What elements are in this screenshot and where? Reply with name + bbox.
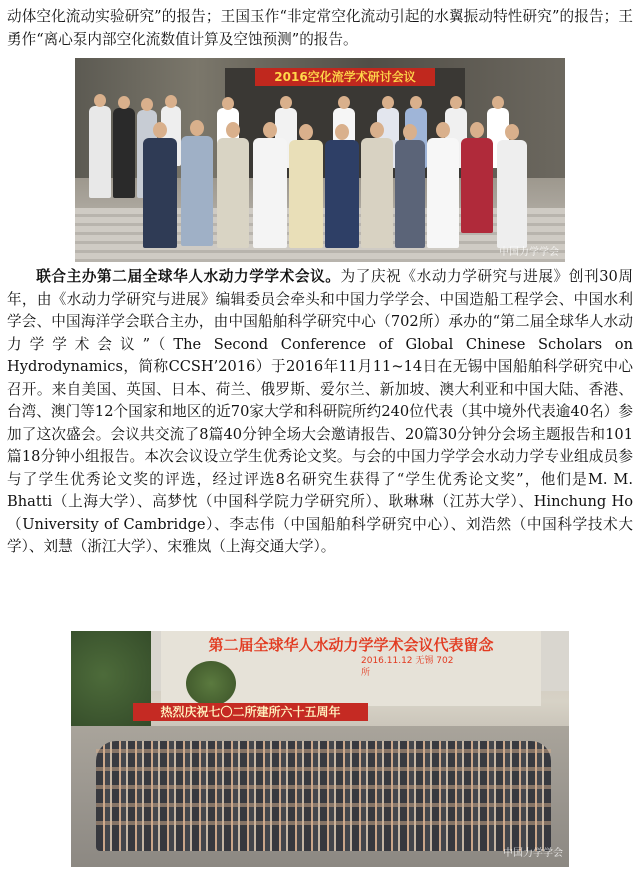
- trees: [71, 631, 151, 741]
- workshop-banner: 2016空化流学术研讨会议: [255, 68, 435, 86]
- tree: [186, 661, 236, 706]
- ccsh-conference-group-photo: [71, 631, 569, 867]
- watermark: 中国力学学会: [499, 247, 559, 258]
- cavitation-workshop-group-photo: [75, 58, 565, 262]
- photo-caption-title: 第二届全球华人水动力学学术会议代表留念: [208, 636, 494, 654]
- paragraph-lead: 联合主办第二届全球华人水动力学学术会议。: [36, 268, 341, 285]
- anniversary-banner: 热烈庆祝七〇二所建所六十五周年: [133, 703, 368, 721]
- photo-caption-date: 2016.11.12 无锡 702所: [361, 656, 454, 678]
- paragraph-cavitation-reports: 动体空化流动实验研究”的报告；王国玉作“非定常空化流动引起的水翼振动特性研究”的报告；王勇作“离心泵内部空化流数值计算及空蚀预测”的报告。: [7, 8, 633, 48]
- paragraph-body: 为了庆祝《水动力学研究与进展》创刊30周年，由《水动力学研究与进展》编辑委员会牵头和中国力学学会、中国造船工程学会、中国水利学会、中国海洋学会联合主办，由中国船舶科学研究中心（702所）承办的“第二届全球华人水动力学学术会议”（The Second Conference of Global Chinese Scholars on Hydrodynamics，简称CCSH’2016）于2016年11月11~14日在无锡中国船舶科学研究中心召开。来自美国、英国、日本、荷兰、俄罗斯、爱尔兰、新加坡、澳大利亚和中国大陆、香港、台湾、澳门等12个国家和地区的近70家大学和科研院所约240位代表（其中境外代表逾40名）参加了这次盛会。会议共交流了8篇40分钟全场大会邀请报告、20篇30分钟分会场主题报告和101篇18分钟小组报告。本次会议设立学生优秀论文奖。与会的中国力学学会水动力学专业组成员参与了学生优秀论文奖的评选，经过评选8名研究生获得了“学生优秀论文奖”，他们是M. M. Bhatti（上海大学）、高梦忱（中国科学院力学研究所）、耿琳琳（江苏大学）、Hinchung Ho（University of Cambridge）、李志伟（中国船舶科学研究中心）、刘浩然（中国科学技术大学）、刘慧（浙江大学）、宋雅岚（上海交通大学）。: [7, 268, 633, 555]
- paragraph-ccsh-conference: [7, 266, 633, 559]
- watermark: 中国力学学会: [503, 848, 563, 859]
